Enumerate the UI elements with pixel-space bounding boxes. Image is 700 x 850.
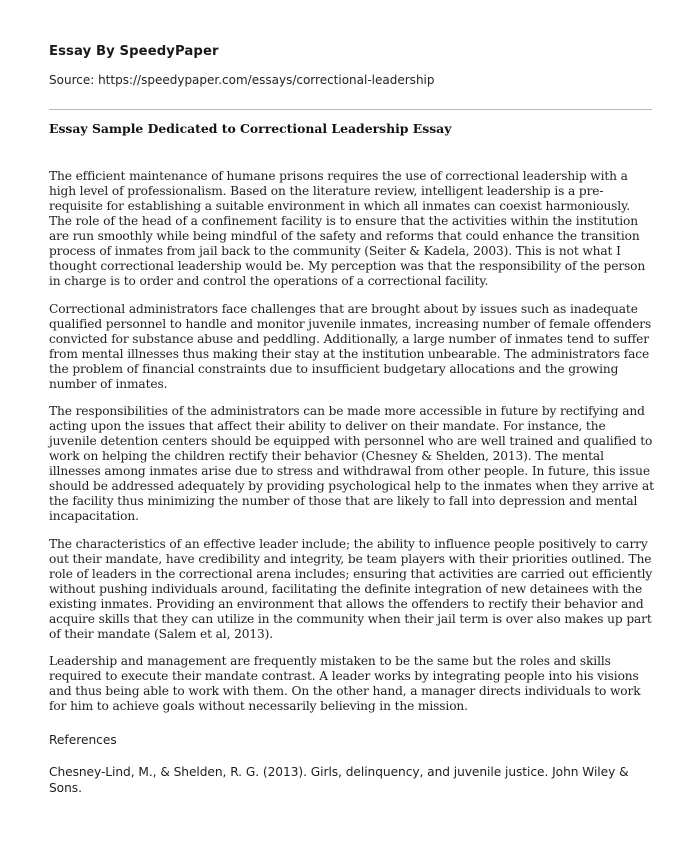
references-heading: References [49,733,117,747]
paragraph: Leadership and management are frequently mistaken to be the same but the roles and skills required to execute their mandate contrast. A leader works by integrating people into his visions and thus being able to work with them. On the other hand, a manager directs individuals to work for him to achieve goals without necessarily believing in the mission. [49,654,641,713]
references-section [49,733,654,796]
paragraph: The responsibilities of the administrators can be made more accessible in future by rectifying and acting upon the issues that affect their ability to deliver on their mandate. For instance, the juvenile detention centers should be equipped with personnel who are well trained and qualified to work on helping the children rectify their behavior (Chesney & Shelden, 2013). The mental illnesses among inmates arise due to stress and withdrawal from other people. In future, this issue should be addressed adequately by providing psychological help to the inmates when they arrive at the facility thus minimizing the number of those that are likely to fall into depression and mental incapacitation. [49,404,654,523]
essay-body [49,169,654,727]
paragraph: The efficient maintenance of humane prisons requires the use of correctional leadership with a high level of professionalism. Based on the literature review, intelligent leadership is a pre-requisite for establishing a suitable environment in which all inmates can coexist harmoniously. The role of the head of a confinement facility is to ensure that the activities within the institution are run smoothly while being mindful of the safety and reforms that could enhance the transition process of inmates from jail back to the community (Seiter & Kadela, 2003). This is not what I thought correctional leadership would be. My perception was that the responsibility of the person in charge is to order and control the operations of a correctional facility. [49,169,646,288]
paragraph: Correctional administrators face challenges that are brought about by issues such as inadequate qualified personnel to handle and monitor juvenile inmates, increasing number of female offenders convicted for substance abuse and peddling. Additionally, a large number of inmates tend to suffer from mental illnesses thus making their stay at the institution unbearable. The administrators face the problem of financial constraints due to insufficient budgetary allocations and the growing number of inmates. [49,301,652,391]
paragraph: The characteristics of an effective leader include; the ability to influence people positively to carry out their mandate, have credibility and integrity, be team players with their priorities outlined. The role of leaders in the correctional arena includes; ensuring that activities are carried out efficiently without pushing individuals around, facilitating the definite integration of new detainees with the existing inmates. Providing an environment that allows the offenders to rectify their behavior and acquire skills that they can utilize in the community when their jail term is over also makes up part of their mandate (Salem et al, 2013). [49,536,653,641]
source-line: Source: https://speedypaper.com/essays/correctional-leadership [49,73,435,87]
essay-title: Essay Sample Dedicated to Correctional Leadership Essay [49,121,452,136]
brand-title: Essay By SpeedyPaper [49,44,219,59]
reference-item: Chesney-Lind, M., & Shelden, R. G. (2013). Girls, delinquency, and juvenile justice. John Wiley & Sons. [49,765,629,795]
header-divider [49,109,652,110]
